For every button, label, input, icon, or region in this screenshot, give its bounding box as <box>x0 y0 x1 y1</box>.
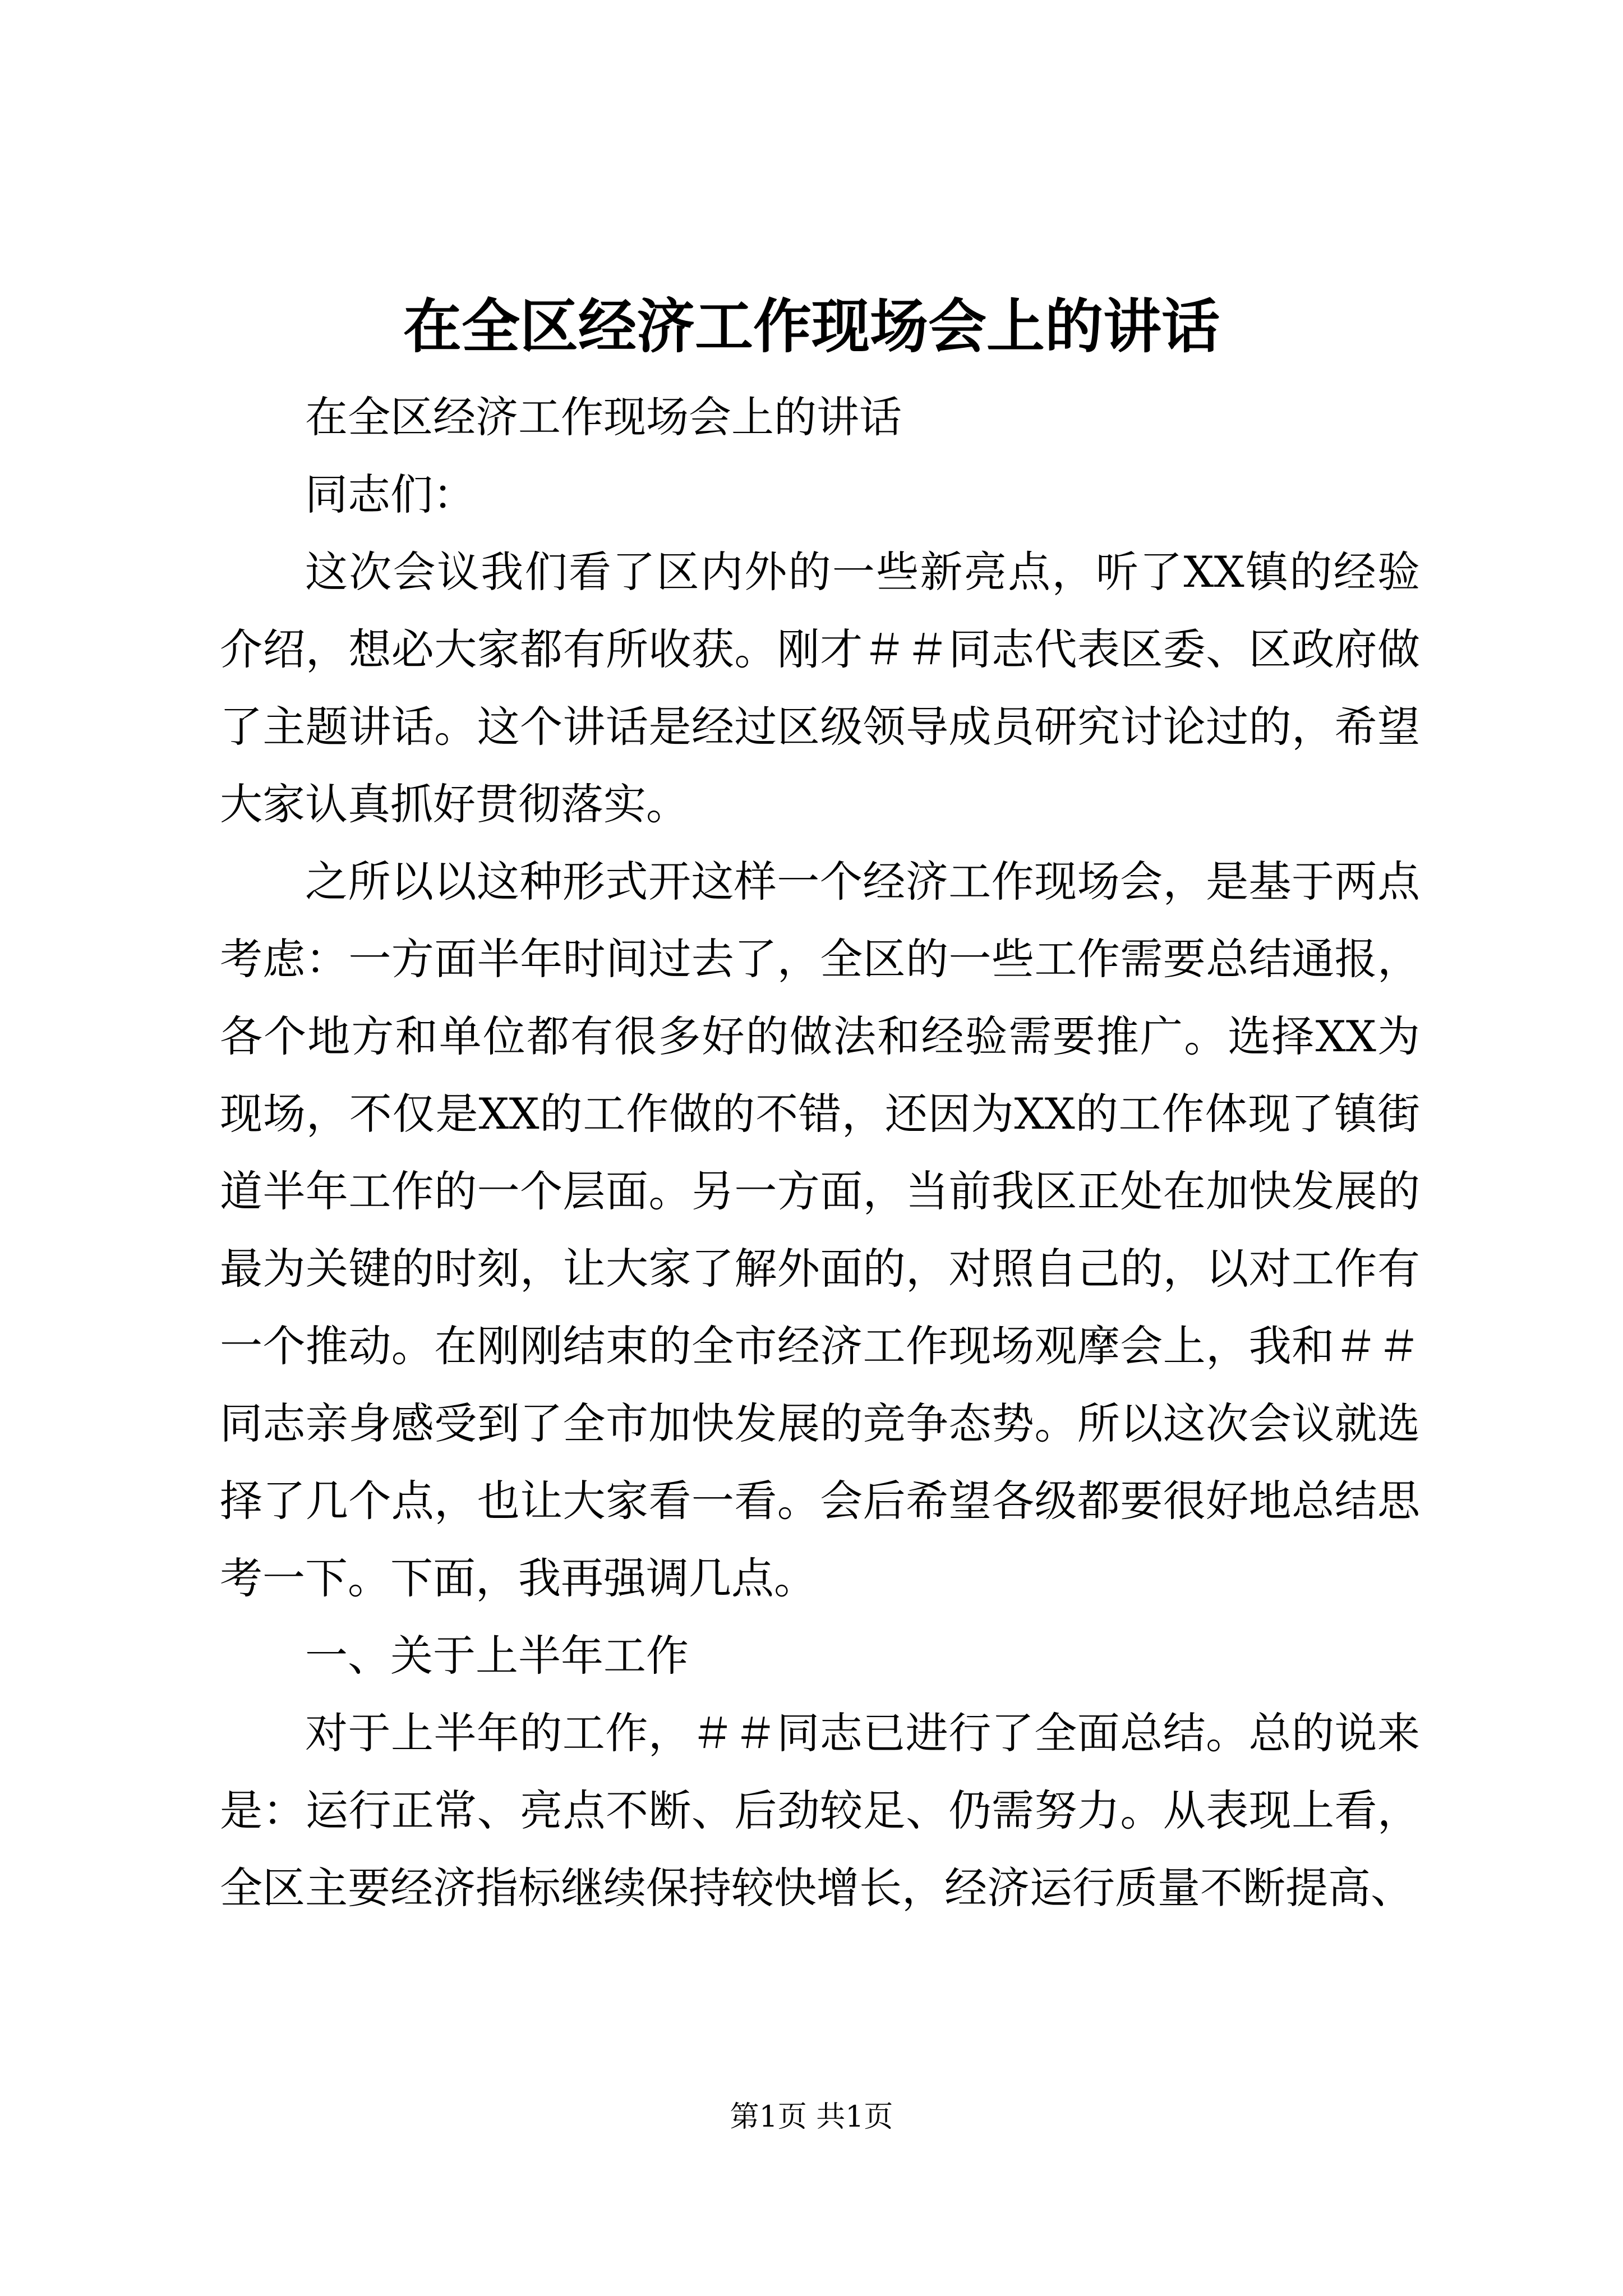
paragraph: 之所以以这种形式开这样一个经济工作现场会，是基于两点考虑：一方面半年时间过去了，全区的一些工作需要总结通报，各个地方和单位都有很多好的做法和经验需要推广。选择XX为现场，不仅是XX的工作做的不错，还因为XX的工作体现了镇街道半年工作的一个层面。另一方面，当前我区正处在加快发展的最为关键的时刻，让大家了解外面的，对照自己的，以对工作有一个推动。在刚刚结束的全市经济工作现场观摩会上，我和＃＃同志亲身感受到了全市加快发展的竞争态势。所以这次会议就选择了几个点，也让大家看一看。会后希望各级都要很好地总结思考一下。下面，我再强调几点。 <box>220 857 1420 1603</box>
paragraph-salutation: 同志们： <box>305 470 476 519</box>
paragraph: 这次会议我们看了区内外的一些新亮点，听了XX镇的经验介绍，想必大家都有所收获。刚才＃＃同志代表区委、区政府做了主题讲话。这个讲话是经过区级领导成员研究讨论过的，希望大家认真抓好贯彻落实。 <box>220 547 1420 829</box>
page-footer: 第1页 共1页 <box>730 2100 893 2134</box>
document-title: 在全区经济工作现场会上的讲话 <box>403 292 1220 361</box>
paragraph: 对于上半年的工作，＃＃同志已进行了全面总结。总的说来是：运行正常、亮点不断、后劲较足、仍需努力。从表现上看，全区主要经济指标继续保持较快增长，经济运行质量不断提高、 <box>220 1708 1420 1913</box>
section-heading: 一、关于上半年工作 <box>305 1631 689 1681</box>
paragraph-subtitle: 在全区经济工作现场会上的讲话 <box>305 392 902 442</box>
document-body <box>220 379 1420 1927</box>
